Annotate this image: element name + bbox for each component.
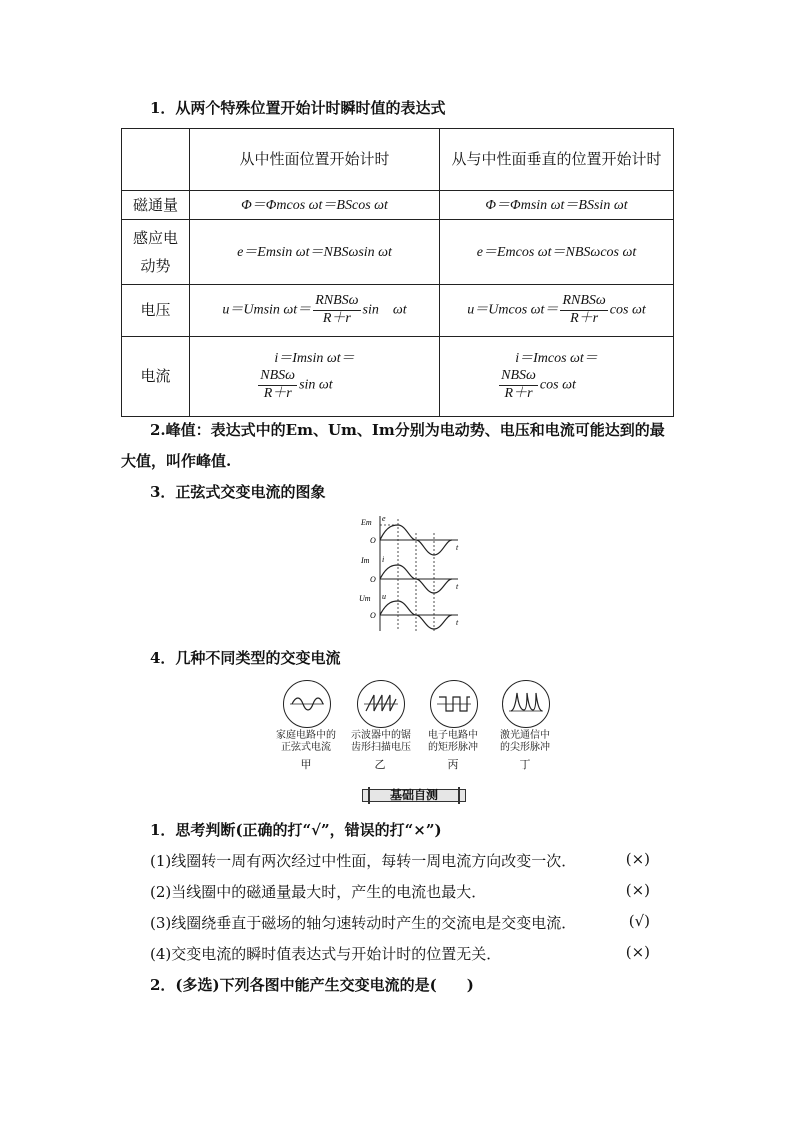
type-caption (492, 730, 558, 753)
square-wave-icon (430, 680, 478, 728)
voltage-perp-expr (440, 285, 674, 337)
voltage-neutral-expr (190, 285, 440, 337)
table-header-perpendicular: 从与中性面垂直的位置开始计时 (440, 129, 674, 191)
fraction-denominator: R＋r (263, 386, 292, 402)
section2-line1: 2.峰值：表达式中的Em、Um、Im分别为电动势、电压和电流可能达到的最 (150, 421, 665, 439)
row-label-flux: 磁通量 (122, 191, 190, 220)
fraction-denominator: R＋r (504, 386, 533, 402)
badge-label: 基础自测 (389, 788, 438, 802)
section3-heading: 3．正弦式交变电流的图象 (150, 483, 326, 501)
quiz-item-text: (3)线圈绕垂直于磁场的轴匀速转动时产生的交流电是交变电流． (150, 914, 577, 932)
quiz-item-text: (4)交变电流的瞬时值表达式与开始计时的位置无关． (150, 945, 502, 963)
sine-wave-icon (283, 680, 331, 728)
table-corner-cell (122, 129, 190, 191)
self-test-badge (362, 787, 466, 804)
peak-label: Im (361, 556, 370, 565)
caption-line: 激光通信中 (500, 730, 550, 741)
emf-perp-expr: e＝Emcos ωt＝NBSωcos ωt (440, 220, 674, 285)
quiz-item-mark: (×) (625, 881, 650, 899)
current-neutral-fraction (258, 368, 297, 403)
type-caption (342, 730, 420, 753)
fraction-numerator: RNBSω (313, 293, 360, 311)
caption-line: 正弦式电流 (281, 741, 331, 753)
voltage-neutral-fraction (313, 293, 360, 328)
fraction-numerator: NBSω (258, 368, 297, 386)
type-label: 丁 (519, 758, 531, 771)
current-neutral-pre: i＝Imsin ωt＝ (274, 351, 355, 367)
section4-heading: 4．几种不同类型的交变电流 (150, 649, 341, 667)
graph-current (360, 555, 459, 593)
voltage-neutral-post: sin ωt (362, 302, 407, 318)
t-label: t (456, 582, 459, 591)
row-label-current: 电流 (122, 337, 190, 417)
origin-label: O (370, 536, 376, 545)
caption-line: 的矩形脉冲 (428, 741, 478, 753)
caption-line: 的尖形脉冲 (500, 741, 550, 753)
sine-graphs (354, 513, 466, 633)
caption-line: 家庭电路中的 (276, 730, 336, 741)
current-perp-post: cos ωt (539, 377, 576, 393)
table-header-neutral: 从中性面位置开始计时 (190, 129, 440, 191)
quiz-item-mark: (×) (625, 943, 650, 961)
caption-line: 示波器中的锯 (351, 730, 411, 741)
quiz-item (150, 943, 650, 965)
caption-line: 电子电路中 (428, 730, 478, 741)
voltage-perp-pre: u＝Umcos ωt＝ (467, 302, 559, 318)
emf-neutral-expr: e＝Emsin ωt＝NBSωsin ωt (190, 220, 440, 285)
flux-neutral-expr: Φ＝Φmcos ωt＝BScos ωt (190, 191, 440, 220)
section2-line2: 大值，叫作峰值. (121, 452, 232, 470)
spike-wave-icon (502, 680, 550, 728)
peak-label: Em (361, 518, 372, 527)
section1-heading: 1．从两个特殊位置开始计时瞬时值的表达式 (150, 99, 446, 117)
type-caption (420, 730, 486, 753)
graph-emf (360, 514, 459, 555)
quiz-heading: 1．思考判断(正确的打“√”，错误的打“×”) (150, 821, 442, 839)
t-label: t (456, 618, 459, 627)
waveform-types (270, 680, 570, 770)
voltage-perp-post: cos ωt (609, 302, 646, 318)
current-perp-fraction (499, 368, 538, 403)
fraction-denominator: R＋r (570, 311, 599, 326)
row-label-emf: 感应电动势 (122, 220, 190, 285)
row-label-voltage: 电压 (122, 285, 190, 337)
quiz-item-mark: (×) (625, 850, 650, 868)
t-label: t (456, 543, 459, 552)
type-label: 甲 (300, 758, 312, 771)
current-perp-expr (440, 337, 674, 417)
quiz-item (150, 912, 650, 934)
voltage-perp-fraction (560, 293, 607, 328)
expression-table (121, 128, 674, 417)
voltage-neutral-pre: u＝Umsin ωt＝ (222, 302, 312, 318)
origin-label: O (370, 611, 376, 620)
quiz-item-text: (1)线圈转一周有两次经过中性面，每转一周电流方向改变一次． (150, 852, 577, 870)
caption-line: 齿形扫描电压 (351, 741, 411, 753)
type-label: 丙 (447, 758, 459, 771)
origin-label: O (370, 575, 376, 584)
var-label: i (382, 555, 385, 564)
var-label: e (382, 514, 386, 523)
current-neutral-post: sin ωt (299, 377, 333, 393)
fraction-numerator: RNBSω (560, 293, 607, 311)
type-label: 乙 (374, 758, 386, 771)
quiz-item-mark: (√) (628, 912, 650, 930)
sawtooth-wave-icon (357, 680, 405, 728)
quiz-item (150, 850, 650, 872)
peak-label: Um (359, 594, 371, 603)
current-perp-pre: i＝Imcos ωt＝ (515, 351, 598, 367)
graph-voltage (359, 592, 459, 631)
flux-perp-expr: Φ＝Φmsin ωt＝BSsin ωt (440, 191, 674, 220)
var-label: u (382, 592, 386, 601)
fraction-numerator: NBSω (499, 368, 538, 386)
quiz-item-text: (2)当线圈中的磁通量最大时，产生的电流也最大． (150, 883, 487, 901)
type-caption (270, 730, 342, 753)
fraction-denominator: R＋r (322, 311, 351, 326)
quiz-item (150, 881, 650, 903)
question-2: 2．(多选)下列各图中能产生交变电流的是( ) (150, 976, 474, 994)
